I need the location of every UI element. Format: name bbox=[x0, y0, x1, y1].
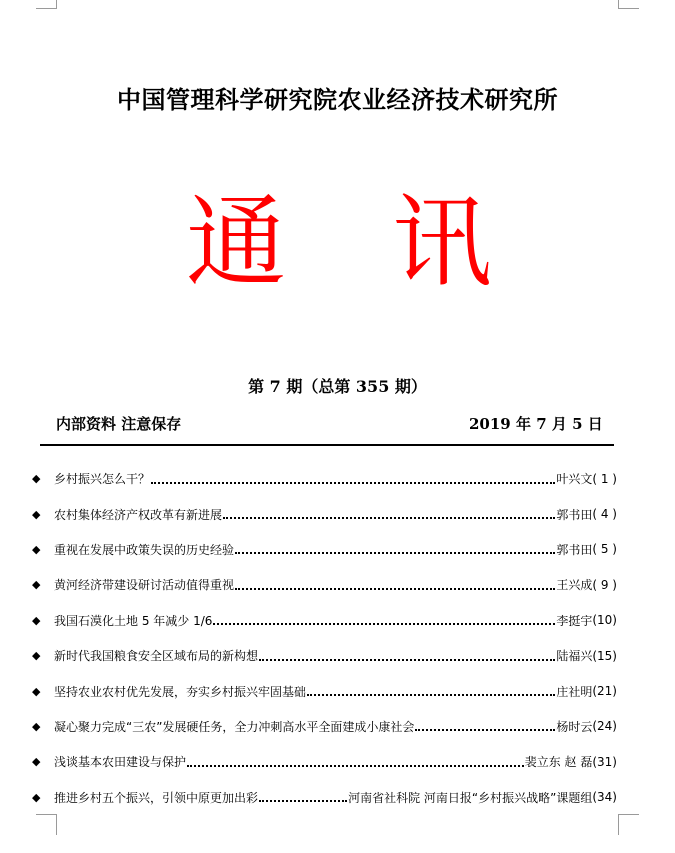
table-of-contents bbox=[32, 461, 617, 815]
toc-author: 王兴成 bbox=[556, 578, 593, 593]
toc-entry[interactable] bbox=[32, 709, 617, 744]
diamond-bullet-icon: ◆ bbox=[32, 578, 41, 592]
toc-author: 河南省社科院 河南日报“乡村振兴战略”课题组 bbox=[348, 790, 593, 805]
toc-page: (24) bbox=[592, 719, 617, 734]
issue-date: 2019 年 7 月 5 日 bbox=[469, 415, 603, 433]
toc-title: 农村集体经济产权改革有新进展 bbox=[54, 507, 223, 522]
toc-page: (15) bbox=[592, 648, 617, 663]
crop-mark-top-left bbox=[36, 0, 57, 9]
issue-number: 第 7 期（总第 355 期） bbox=[248, 377, 427, 396]
toc-entry[interactable] bbox=[32, 673, 617, 708]
dot-leader bbox=[259, 659, 555, 661]
diamond-bullet-icon: ◆ bbox=[32, 755, 41, 769]
toc-entry[interactable] bbox=[32, 461, 617, 496]
dot-leader bbox=[415, 729, 555, 731]
toc-title: 推进乡村五个振兴，引领中原更加出彩 bbox=[54, 790, 259, 805]
toc-title: 新时代我国粮食安全区域布局的新构想 bbox=[54, 649, 259, 664]
toc-page: ( 9 ) bbox=[592, 577, 617, 592]
toc-page: (31) bbox=[592, 754, 617, 769]
dot-leader bbox=[223, 517, 555, 519]
toc-author: 庄社明 bbox=[556, 684, 593, 699]
toc-author: 郭书田 bbox=[556, 542, 593, 557]
toc-author: 陆福兴 bbox=[556, 649, 593, 664]
diamond-bullet-icon: ◆ bbox=[32, 542, 41, 556]
dot-leader bbox=[151, 482, 555, 484]
toc-title: 坚持农业农村优先发展，夯实乡村振兴牢固基础 bbox=[54, 684, 307, 699]
dot-leader bbox=[259, 800, 347, 802]
diamond-bullet-icon: ◆ bbox=[32, 790, 41, 804]
masthead-char-1: 通 bbox=[186, 184, 286, 301]
crop-mark-top-right bbox=[618, 0, 639, 9]
toc-entry[interactable] bbox=[32, 532, 617, 567]
diamond-bullet-icon: ◆ bbox=[32, 507, 41, 521]
diamond-bullet-icon: ◆ bbox=[32, 649, 41, 663]
toc-author: 郭书田 bbox=[556, 507, 593, 522]
toc-page: ( 1 ) bbox=[592, 471, 617, 486]
toc-entry[interactable] bbox=[32, 780, 617, 815]
toc-entry[interactable] bbox=[32, 603, 617, 638]
toc-title: 重视在发展中政策失误的历史经验 bbox=[54, 542, 235, 557]
toc-entry[interactable] bbox=[32, 744, 617, 779]
diamond-bullet-icon: ◆ bbox=[32, 613, 41, 627]
dot-leader bbox=[235, 552, 555, 554]
toc-title: 黄河经济带建设研讨活动值得重视 bbox=[54, 578, 235, 593]
toc-entry[interactable] bbox=[32, 496, 617, 531]
diamond-bullet-icon: ◆ bbox=[32, 472, 41, 486]
dot-leader bbox=[213, 623, 555, 625]
toc-title: 浅谈基本农田建设与保护 bbox=[54, 755, 187, 770]
toc-author: 叶兴文 bbox=[556, 472, 593, 487]
masthead-char-2: 讯 bbox=[392, 184, 492, 301]
toc-page: (10) bbox=[592, 613, 617, 628]
diamond-bullet-icon: ◆ bbox=[32, 719, 41, 733]
toc-page: (21) bbox=[592, 684, 617, 699]
toc-title: 凝心聚力完成“三农”发展硬任务，全力冲刺高水平全面建成小康社会 bbox=[54, 719, 415, 734]
toc-author: 李挺宇 bbox=[556, 613, 593, 628]
dot-leader bbox=[187, 765, 524, 767]
toc-author: 裴立东 赵 磊 bbox=[524, 755, 593, 770]
crop-mark-bottom-left bbox=[36, 814, 57, 835]
diamond-bullet-icon: ◆ bbox=[32, 684, 41, 698]
organization-name: 中国管理科学研究院农业经济技术研究所 bbox=[117, 85, 558, 114]
dot-leader bbox=[235, 588, 555, 590]
toc-author: 杨时云 bbox=[556, 719, 593, 734]
crop-mark-bottom-right bbox=[618, 814, 639, 835]
toc-page: (34) bbox=[592, 790, 617, 805]
internal-notice: 内部资料 注意保存 bbox=[56, 415, 182, 433]
dot-leader bbox=[307, 694, 555, 696]
toc-entry[interactable] bbox=[32, 567, 617, 602]
toc-entry[interactable] bbox=[32, 638, 617, 673]
toc-title: 乡村振兴怎么干？ bbox=[54, 472, 151, 487]
toc-page: ( 4 ) bbox=[592, 507, 617, 522]
toc-page: ( 5 ) bbox=[592, 542, 617, 557]
header-rule bbox=[40, 444, 614, 446]
toc-title: 我国石漠化土地 5 年减少 1/6 bbox=[54, 613, 213, 628]
